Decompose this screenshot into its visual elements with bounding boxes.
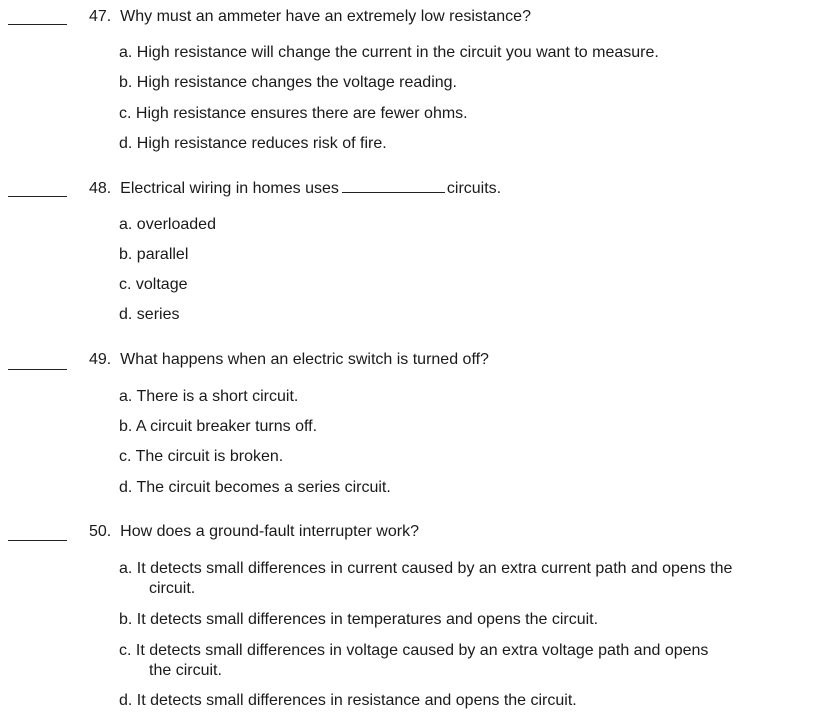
option-text: It detects small differences in current caused by an extra current path and opens the [136, 560, 733, 577]
option-text: There is a short circuit. [136, 388, 299, 405]
option-letter: d. [119, 479, 133, 496]
option-letter: b. [119, 418, 133, 435]
option-d[interactable] [119, 691, 577, 711]
option-letter: b. [119, 246, 133, 263]
option-d[interactable] [119, 134, 387, 154]
option-text: A circuit breaker turns off. [135, 418, 318, 435]
option-letter: a. [119, 44, 133, 61]
option-c[interactable] [119, 447, 283, 467]
option-letter: c. [119, 276, 132, 293]
option-a[interactable] [119, 387, 298, 407]
option-a[interactable] [119, 559, 732, 599]
option-text: High resistance ensures there are fewer ohms. [135, 105, 468, 122]
option-text: It detects small differences in resistance and opens the circuit. [136, 692, 577, 709]
option-text-continued: circuit. [149, 580, 196, 597]
question-text-after: circuits. [446, 180, 502, 197]
option-letter: b. [119, 611, 133, 628]
option-letter: c. [119, 448, 132, 465]
option-text: voltage [135, 276, 188, 293]
option-d[interactable] [119, 478, 391, 498]
question-text: Why must an ammeter have an extremely low resistance? [120, 8, 531, 25]
question-number: 48. [89, 180, 112, 197]
fill-in-blank[interactable] [342, 178, 445, 193]
option-text: overloaded [136, 216, 216, 233]
option-b[interactable] [119, 73, 457, 93]
option-letter: d. [119, 135, 133, 152]
option-letter: d. [119, 306, 133, 323]
answer-blank[interactable] [8, 540, 67, 541]
question-stem [89, 350, 489, 370]
option-letter: a. [119, 216, 133, 233]
option-letter: d. [119, 692, 133, 709]
question-number: 50. [89, 523, 112, 540]
option-text: parallel [136, 246, 189, 263]
option-c[interactable] [119, 275, 188, 295]
option-text: series [136, 306, 180, 323]
question-text: Electrical wiring in homes uses [120, 180, 339, 197]
option-text: High resistance changes the voltage reading. [136, 74, 457, 91]
question-text: How does a ground-fault interrupter work? [120, 523, 419, 540]
question-stem [89, 7, 531, 27]
option-text: The circuit becomes a series circuit. [136, 479, 391, 496]
option-text: High resistance reduces risk of fire. [136, 135, 387, 152]
option-text: It detects small differences in voltage caused by an extra voltage path and opens [135, 642, 709, 659]
question-text: What happens when an electric switch is turned off? [120, 351, 489, 368]
answer-blank[interactable] [8, 24, 67, 25]
option-letter: a. [119, 560, 133, 577]
option-c[interactable] [119, 641, 708, 681]
option-b[interactable] [119, 610, 598, 630]
answer-blank[interactable] [8, 196, 67, 197]
question-stem [89, 178, 501, 199]
option-text: The circuit is broken. [135, 448, 284, 465]
option-text: It detects small differences in temperatures and opens the circuit. [136, 611, 599, 628]
answer-blank[interactable] [8, 369, 67, 370]
option-text: High resistance will change the current in the circuit you want to measure. [136, 44, 659, 61]
option-c[interactable] [119, 104, 468, 124]
option-letter: a. [119, 388, 133, 405]
question-number: 47. [89, 8, 112, 25]
option-letter: b. [119, 74, 133, 91]
question-number: 49. [89, 351, 112, 368]
option-d[interactable] [119, 305, 179, 325]
question-stem [89, 522, 419, 542]
option-letter: c. [119, 642, 132, 659]
option-letter: c. [119, 105, 132, 122]
option-text-continued: the circuit. [149, 662, 222, 679]
option-a[interactable] [119, 43, 659, 63]
option-b[interactable] [119, 417, 317, 437]
option-a[interactable] [119, 215, 216, 235]
option-b[interactable] [119, 245, 188, 265]
